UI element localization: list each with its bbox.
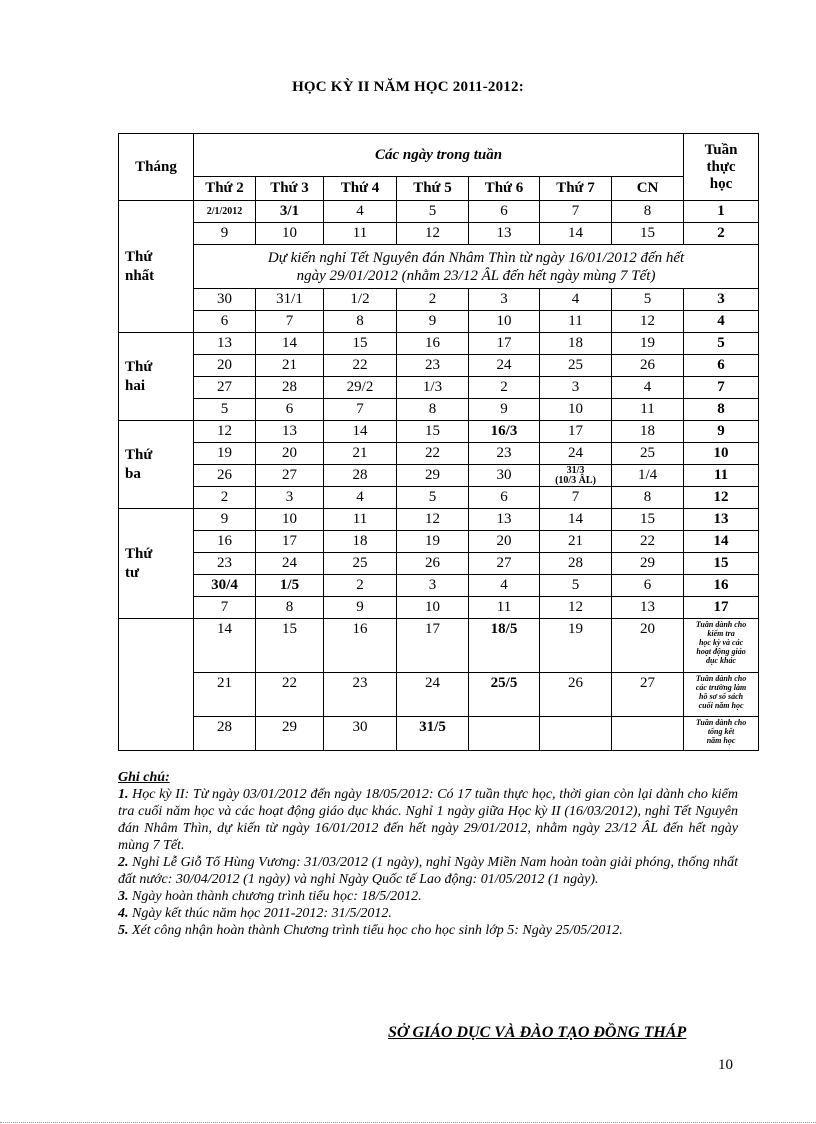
day-cell: 9 — [469, 399, 540, 421]
day-cell: 13 — [612, 597, 684, 619]
week-number: 17 — [684, 597, 759, 619]
day-cell: 31/3 (10/3 ÂL) — [540, 465, 612, 487]
day-cell: 16 — [324, 619, 397, 673]
day-cell: 16 — [397, 333, 469, 355]
day-cell — [469, 717, 540, 751]
note-text: Xét công nhận hoàn thành Chương trình tiểu học cho học sinh lớp 5: Ngày 25/05/2012. — [128, 923, 623, 938]
day-cell: 23 — [324, 673, 397, 717]
table-row — [119, 465, 759, 487]
day-cell: 8 — [612, 201, 684, 223]
week-note: Tuần dành cho tổng kết năm học — [684, 717, 759, 751]
issuer-signature: SỞ GIÁO DỤC VÀ ĐÀO TẠO ĐỒNG THÁP — [388, 1024, 687, 1041]
day-name-header: CN — [612, 177, 684, 201]
day-cell: 8 — [612, 487, 684, 509]
day-cell: 16/3 — [469, 421, 540, 443]
day-cell: 2 — [397, 289, 469, 311]
day-cell: 26 — [540, 673, 612, 717]
day-cell: 2 — [324, 575, 397, 597]
day-cell: 3/1 — [256, 201, 324, 223]
day-cell: 30/4 — [194, 575, 256, 597]
day-cell: 28 — [194, 717, 256, 751]
week-number: 16 — [684, 575, 759, 597]
week-header: Tuần thực học — [684, 134, 759, 201]
day-cell: 19 — [397, 531, 469, 553]
day-cell: 15 — [612, 509, 684, 531]
month-label: Thứ ba — [119, 421, 194, 509]
day-cell: 24 — [256, 553, 324, 575]
day-cell: 27 — [612, 673, 684, 717]
day-cell: 14 — [540, 223, 612, 245]
day-cell: 12 — [194, 421, 256, 443]
note-text: Ngày hoàn thành chương trình tiểu học: 18/5/2012. — [128, 889, 422, 904]
day-cell: 6 — [469, 487, 540, 509]
day-cell: 17 — [397, 619, 469, 673]
day-cell: 9 — [194, 509, 256, 531]
day-cell: 30 — [324, 717, 397, 751]
day-cell: 2 — [194, 487, 256, 509]
day-cell: 24 — [469, 355, 540, 377]
month-label: Thứ tư — [119, 509, 194, 619]
day-cell: 21 — [256, 355, 324, 377]
day-cell: 11 — [324, 223, 397, 245]
day-cell: 3 — [397, 575, 469, 597]
day-cell: 14 — [324, 421, 397, 443]
day-cell: 13 — [469, 509, 540, 531]
table-row — [119, 553, 759, 575]
table-row — [119, 201, 759, 223]
day-cell: 23 — [397, 355, 469, 377]
day-cell: 5 — [397, 487, 469, 509]
day-cell: 20 — [194, 355, 256, 377]
day-cell: 13 — [194, 333, 256, 355]
day-cell: 10 — [256, 223, 324, 245]
day-cell: 17 — [469, 333, 540, 355]
day-cell: 10 — [256, 509, 324, 531]
day-cell: 13 — [469, 223, 540, 245]
day-cell: 9 — [194, 223, 256, 245]
day-cell: 4 — [324, 201, 397, 223]
month-label: Thứ hai — [119, 333, 194, 421]
note-text: Ngày kết thúc năm học 2011-2012: 31/5/2012. — [128, 906, 392, 921]
note-text: Nghỉ Lễ Giỗ Tổ Hùng Vương: 31/03/2012 (1 ngày), nghỉ Ngày Miền Nam hoàn toàn giải phóng, thống nhất đất nước: 30/04/2012 (1 ngày) và nghỉ Ngày Quốc tế Lao động: 01/05/2012 (1 ngày). — [118, 855, 738, 887]
note-number: 5. — [118, 923, 129, 938]
week-number: 15 — [684, 553, 759, 575]
day-cell: 4 — [324, 487, 397, 509]
day-cell: 15 — [612, 223, 684, 245]
table-row — [119, 421, 759, 443]
week-number: 12 — [684, 487, 759, 509]
week-number: 13 — [684, 509, 759, 531]
day-cell: 20 — [612, 619, 684, 673]
day-cell: 21 — [194, 673, 256, 717]
week-number: 2 — [684, 223, 759, 245]
week-number: 10 — [684, 443, 759, 465]
day-cell: 25 — [612, 443, 684, 465]
day-cell: 23 — [194, 553, 256, 575]
note-number: 3. — [118, 889, 129, 904]
day-cell: 19 — [540, 619, 612, 673]
day-cell: 26 — [194, 465, 256, 487]
table-row — [119, 355, 759, 377]
day-cell: 22 — [612, 531, 684, 553]
day-cell: 23 — [469, 443, 540, 465]
table-row — [119, 673, 759, 717]
day-cell: 7 — [540, 487, 612, 509]
day-cell: 3 — [469, 289, 540, 311]
notes-heading: Ghi chú: — [118, 770, 170, 785]
day-cell: 30 — [194, 289, 256, 311]
month-header: Tháng — [119, 134, 194, 201]
note-item — [118, 888, 738, 905]
day-cell: 22 — [397, 443, 469, 465]
table-row — [119, 531, 759, 553]
week-number: 9 — [684, 421, 759, 443]
table-row — [119, 597, 759, 619]
day-cell: 14 — [256, 333, 324, 355]
day-cell: 6 — [469, 201, 540, 223]
week-number: 14 — [684, 531, 759, 553]
day-name-header: Thứ 3 — [256, 177, 324, 201]
day-cell: 8 — [324, 311, 397, 333]
day-cell: 29/2 — [324, 377, 397, 399]
day-cell: 1/5 — [256, 575, 324, 597]
semester-calendar-table — [118, 133, 759, 751]
day-cell: 6 — [256, 399, 324, 421]
day-cell: 29 — [397, 465, 469, 487]
day-name-header: Thứ 2 — [194, 177, 256, 201]
note-item — [118, 922, 738, 939]
note-item — [118, 854, 738, 888]
day-cell: 31/5 — [397, 717, 469, 751]
day-cell: 28 — [324, 465, 397, 487]
table-row — [119, 575, 759, 597]
day-cell: 18 — [324, 531, 397, 553]
day-cell: 22 — [256, 673, 324, 717]
day-cell: 9 — [397, 311, 469, 333]
day-cell: 15 — [324, 333, 397, 355]
day-cell: 28 — [540, 553, 612, 575]
day-cell: 29 — [612, 553, 684, 575]
day-cell: 2 — [469, 377, 540, 399]
day-cell: 8 — [397, 399, 469, 421]
day-name-header: Thứ 5 — [397, 177, 469, 201]
day-cell: 1/3 — [397, 377, 469, 399]
page-title: HỌC KỲ II NĂM HỌC 2011-2012: — [292, 79, 524, 95]
day-cell: 16 — [194, 531, 256, 553]
day-cell — [540, 717, 612, 751]
week-number: 8 — [684, 399, 759, 421]
day-cell: 18 — [540, 333, 612, 355]
day-cell: 6 — [194, 311, 256, 333]
table-row — [119, 333, 759, 355]
day-cell: 5 — [194, 399, 256, 421]
day-cell-empty — [612, 717, 684, 751]
table-row — [119, 619, 759, 673]
day-cell: 26 — [397, 553, 469, 575]
day-cell: 13 — [256, 421, 324, 443]
day-cell: 18/5 — [469, 619, 540, 673]
day-cell: 21 — [540, 531, 612, 553]
table-row — [119, 509, 759, 531]
day-cell: 11 — [469, 597, 540, 619]
week-number: 7 — [684, 377, 759, 399]
week-number: 6 — [684, 355, 759, 377]
day-name-header: Thứ 4 — [324, 177, 397, 201]
day-cell: 5 — [612, 289, 684, 311]
table-row — [119, 487, 759, 509]
day-cell: 12 — [397, 509, 469, 531]
week-number: 11 — [684, 465, 759, 487]
day-cell: 2/1/2012 — [194, 201, 256, 223]
note-number: 4. — [118, 906, 129, 921]
day-cell: 11 — [612, 399, 684, 421]
page-number: 10 — [718, 1057, 733, 1073]
day-cell: 8 — [256, 597, 324, 619]
day-name-header: Thứ 7 — [540, 177, 612, 201]
day-cell: 28 — [256, 377, 324, 399]
note-text: Học kỳ II: Từ ngày 03/01/2012 đến ngày 18/05/2012: Có 17 tuần thực học, thời gian còn lại dành cho kiểm tra cuối năm học và các hoạt động giáo dục khác. Nghỉ 1 ngày giữa Học kỳ II (16/03/2012), nghỉ Tết Nguyên đán Nhâm Thìn, dự kiến từ ngày 16/01/2012 đến hết ngày 29/01/2012, nhằm ngày 23/12 ÂL đến hết ngày mùng 7 Tết. — [118, 787, 738, 853]
day-cell: 25 — [540, 355, 612, 377]
note-item — [118, 786, 738, 854]
note-number: 2. — [118, 855, 129, 870]
day-cell: 1/2 — [324, 289, 397, 311]
day-cell: 24 — [540, 443, 612, 465]
day-cell: 3 — [256, 487, 324, 509]
notes-section — [118, 769, 738, 939]
note-item — [118, 905, 738, 922]
day-cell: 1/4 — [612, 465, 684, 487]
week-number: 3 — [684, 289, 759, 311]
day-cell: 12 — [540, 597, 612, 619]
day-cell: 30 — [469, 465, 540, 487]
table-row — [119, 377, 759, 399]
table-row — [119, 311, 759, 333]
day-cell: 19 — [194, 443, 256, 465]
table-row — [119, 717, 759, 751]
day-cell: 20 — [469, 531, 540, 553]
day-cell: 19 — [612, 333, 684, 355]
day-cell: 25 — [324, 553, 397, 575]
day-cell: 4 — [612, 377, 684, 399]
week-note: Tuần dành cho các trường làm hồ sơ sổ sách cuối năm học — [684, 673, 759, 717]
day-cell: 4 — [540, 289, 612, 311]
day-cell: 10 — [469, 311, 540, 333]
day-cell: 9 — [324, 597, 397, 619]
day-cell: 14 — [194, 619, 256, 673]
day-cell: 27 — [194, 377, 256, 399]
note-number: 1. — [118, 787, 129, 802]
day-cell: 4 — [469, 575, 540, 597]
table-row — [119, 443, 759, 465]
day-cell: 15 — [256, 619, 324, 673]
day-cell: 12 — [612, 311, 684, 333]
table-row — [119, 245, 759, 289]
day-cell: 14 — [540, 509, 612, 531]
day-cell: 21 — [324, 443, 397, 465]
day-cell: 17 — [256, 531, 324, 553]
table-row — [119, 399, 759, 421]
day-cell: 12 — [397, 223, 469, 245]
day-cell: 11 — [324, 509, 397, 531]
day-cell: 22 — [324, 355, 397, 377]
week-number: 5 — [684, 333, 759, 355]
day-cell: 25/5 — [469, 673, 540, 717]
month-label: Thứ nhất — [119, 201, 194, 333]
day-cell: 27 — [469, 553, 540, 575]
day-cell: 20 — [256, 443, 324, 465]
day-cell: 5 — [540, 575, 612, 597]
week-number: 4 — [684, 311, 759, 333]
holiday-note: Dự kiến nghỉ Tết Nguyên đán Nhâm Thìn từ ngày 16/01/2012 đến hết ngày 29/01/2012 (nhằm 23/12 ÂL đến hết ngày mùng 7 Tết) — [194, 245, 759, 289]
day-cell: 17 — [540, 421, 612, 443]
day-cell: 15 — [397, 421, 469, 443]
day-cell: 7 — [540, 201, 612, 223]
day-cell: 5 — [397, 201, 469, 223]
table-row — [119, 177, 759, 201]
days-header: Các ngày trong tuần — [194, 134, 684, 177]
day-cell: 18 — [612, 421, 684, 443]
day-name-header: Thứ 6 — [469, 177, 540, 201]
day-cell: 26 — [612, 355, 684, 377]
day-cell: 24 — [397, 673, 469, 717]
day-cell: 29 — [256, 717, 324, 751]
day-cell: 11 — [540, 311, 612, 333]
table-row — [119, 134, 759, 177]
day-cell: 31/1 — [256, 289, 324, 311]
table-row — [119, 289, 759, 311]
week-note: Tuần dành cho kiểm tra học kỳ và các hoạt động giáo dục khác — [684, 619, 759, 673]
day-cell: 10 — [540, 399, 612, 421]
day-cell: 10 — [397, 597, 469, 619]
day-cell: 6 — [612, 575, 684, 597]
day-cell: 7 — [256, 311, 324, 333]
day-cell: 3 — [540, 377, 612, 399]
table-row — [119, 223, 759, 245]
week-number: 1 — [684, 201, 759, 223]
month-label-empty — [119, 619, 194, 751]
day-cell: 7 — [324, 399, 397, 421]
day-cell: 27 — [256, 465, 324, 487]
day-cell: 7 — [194, 597, 256, 619]
